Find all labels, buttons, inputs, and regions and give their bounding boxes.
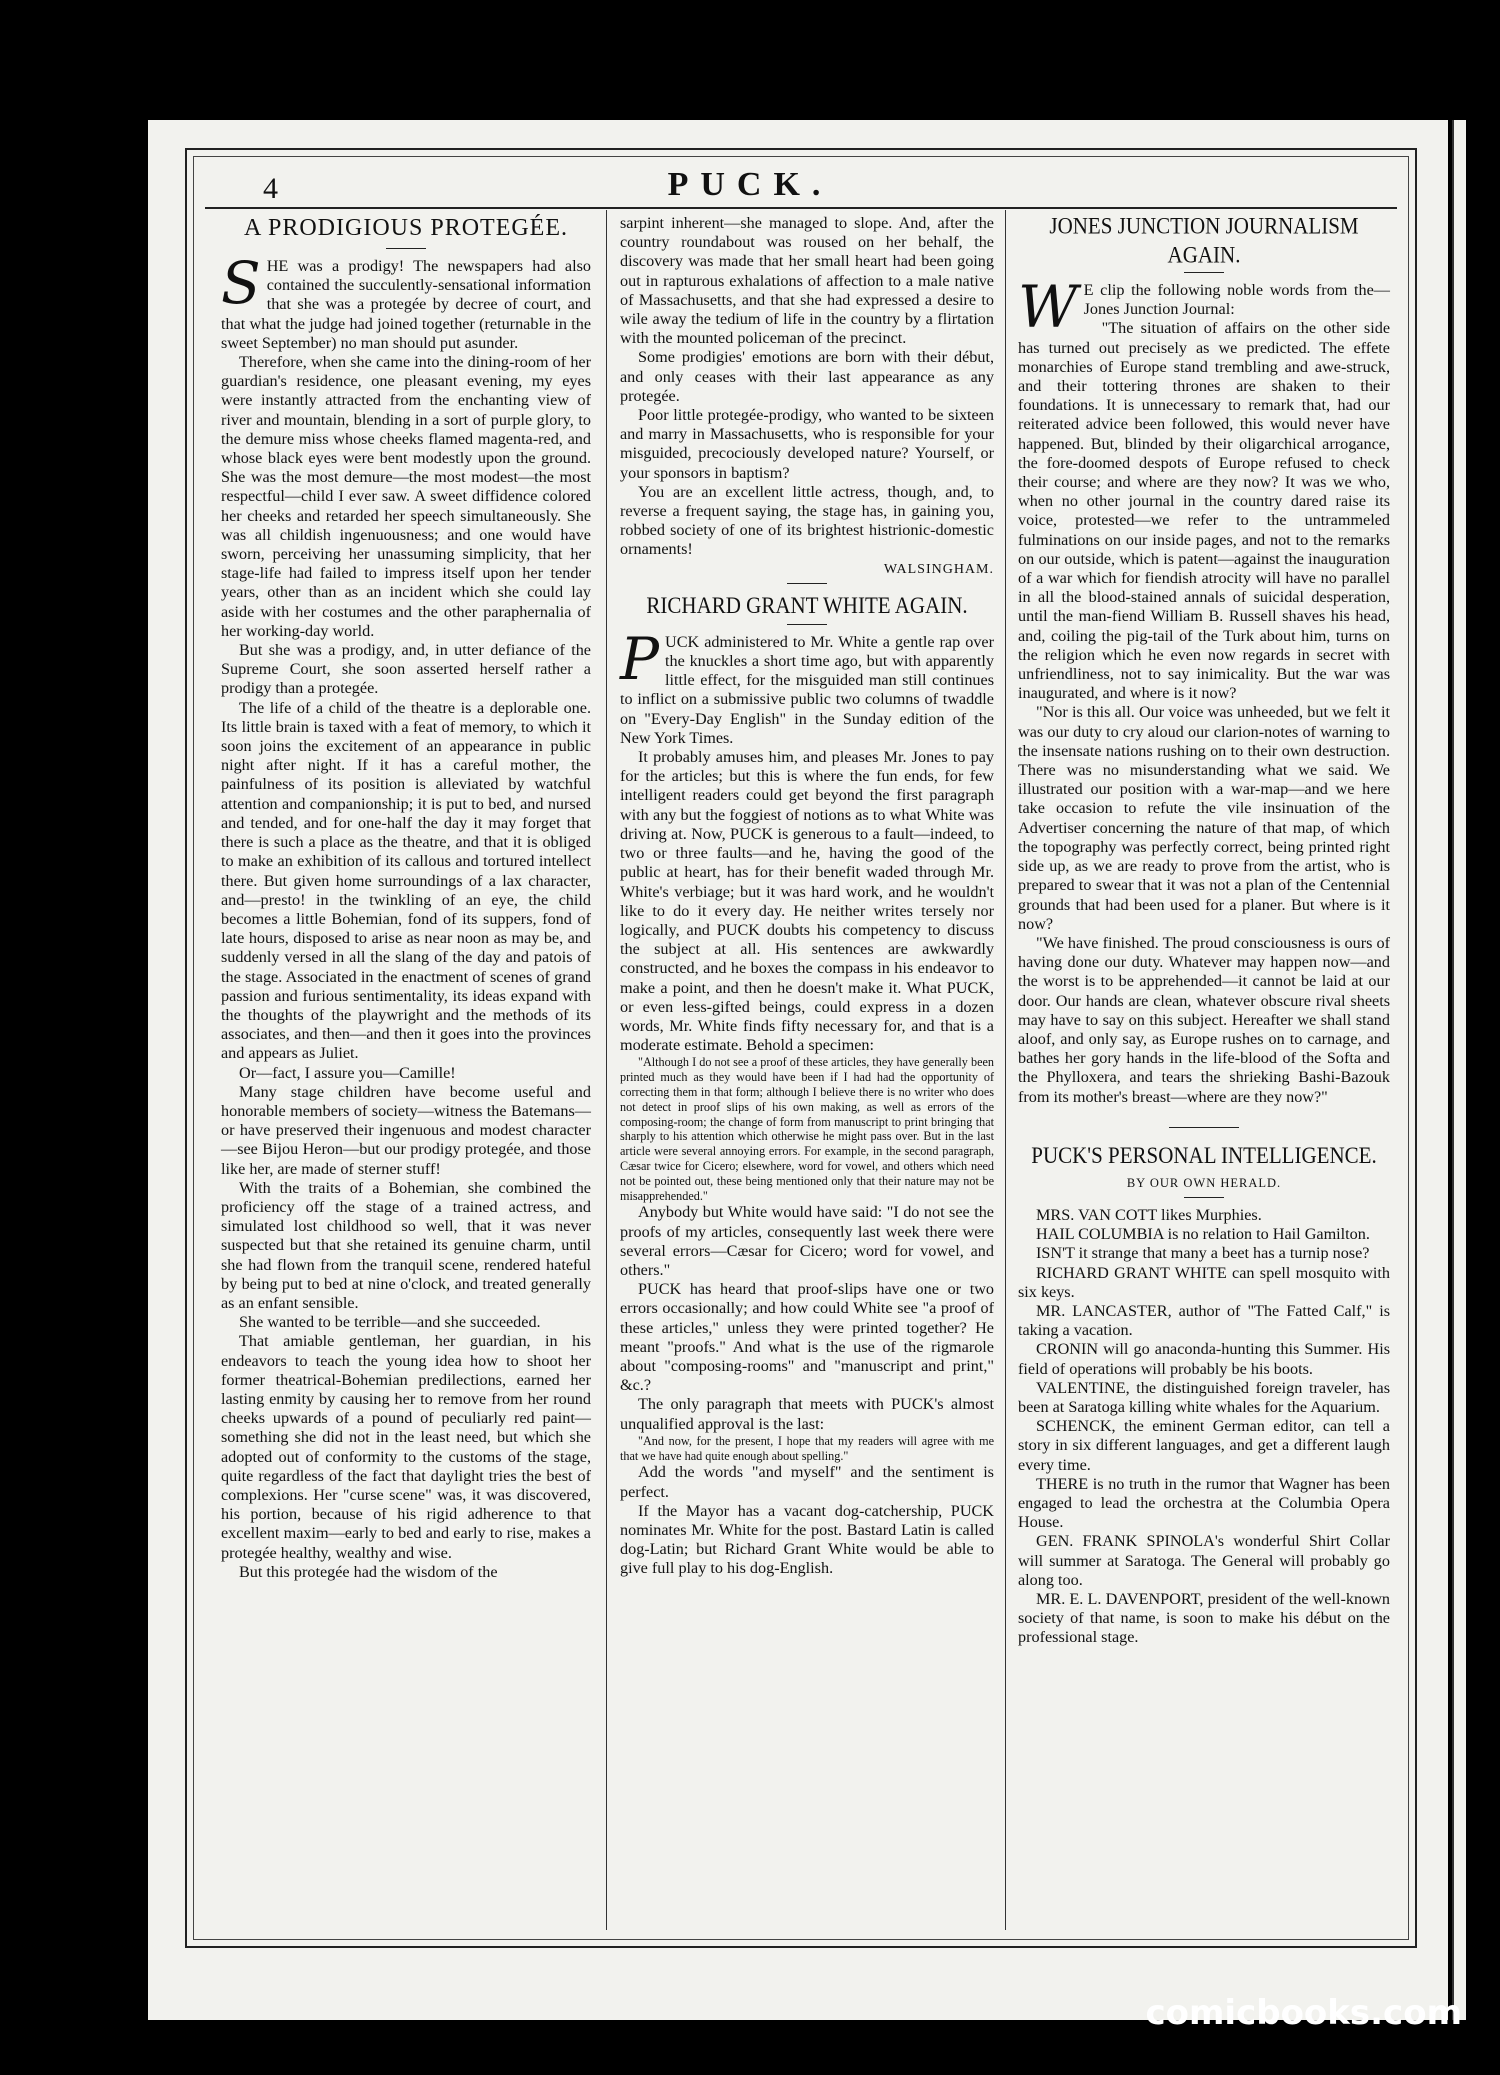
column-divider [606, 210, 607, 1930]
intelligence-item: MR. LANCASTER, author of "The Fatted Calf," is taking a vacation. [1018, 1301, 1390, 1340]
headline-personal-intelligence: PUCK'S PERSONAL INTELLIGENCE. [1031, 1141, 1377, 1169]
intelligence-item: THERE is no truth in the rumor that Wagner has been engaged to lead the orchestra at the Columbia Opera House. [1018, 1474, 1390, 1532]
article-paragraph: But this protegée had the wisdom of the [239, 1562, 498, 1581]
intelligence-item: GEN. FRANK SPINOLA's wonderful Shirt Collar will summer at Saratoga. The General will probably go along too. [1018, 1532, 1390, 1589]
article-paragraph: Some prodigies' emotions are born with their début, and only ceases with their last appearance as any protegée. [620, 348, 994, 405]
byline-dash [1184, 1197, 1224, 1198]
drop-cap: S [221, 249, 261, 317]
page-number: 4 [263, 172, 278, 205]
section-dash [1169, 1127, 1239, 1128]
intelligence-item: ISN'T it strange that many a beet has a turnip nose? [1036, 1244, 1370, 1263]
column-2 [620, 214, 994, 1579]
article-paragraph: That amiable gentleman, her guardian, in his endeavors to teach the young idea how to shoot her former theatrical-Bohemian predilections, earned her lasting enmity by causing her to remove from her round cheeks upwards of a pound of peculiarly red paint—something she did not in the least need, but which she adopted out of conformity to the customs of the stage, quite regardless of the fact that daylight tries the best of complexions. Her "curse scene" was, it was discovered, his portion, because of his rigid adherence to that excellent maxim—early to bed and early to rise, makes a protegée healthy, wealthy and wise. [221, 1332, 591, 1562]
article-paragraph: The life of a child of the theatre is a deplorable one. Its little brain is taxed with a feat of memory, to which it soon joins the excitement of an appearance in public night after night. If it has a careful mother, the painfulness of its position is alleviated by watchful attention and companionship; it is put to bed, and nursed and tended, and for one-half the day it may forget that there is such a place as the theatre, and that it is obliged to make an exhibition of its callous and tortured intellect there. But given home surroundings of a lax character, and—presto! in the twinkling of an eye, the child becomes a little Bohemian, fond of its suppers, fond of late hours, disposed to arise as near noon as may be, and suddenly versed in all the slang of the day and patois of the stage. Associated in the enactment of scenes of grand passion and furious sentimentality, its ideas expand with the thoughts of the playwright and the methods of its associates, and then—and then it goes into the provinces and appears as Juliet. [221, 698, 591, 1063]
section-dash [787, 583, 827, 584]
article-paragraph: Therefore, when she came into the dining-room of her guardian's residence, one pleasant evening, my eyes were instantly attracted from the enchanting view of river and mountain, blending in a sort of purple glory, to the demure miss whose cheeks flamed magenta-red, and whose black eyes were bent modestly upon the ground. She was the most demure—the most modest—the most respectful—child I ever saw. A sweet diffidence colored her cheeks and retarded her speech simultaneously. She was all childish ingenuousness; and one would have sworn, perceiving her unassuming simplicity, that her stage-life had failed to impress itself upon her tender years, other than as an incident which she could lay aside with her costumes and the other paraphernalia of her working-day world. [221, 353, 591, 640]
headline-dash [787, 624, 827, 625]
column-divider [1005, 210, 1006, 1930]
article-paragraph: Anybody but White would have said: "I do not see the proofs of my articles, consequently last week there were several errors—Cæsar for Cicero; word for vowel, and others." [620, 1203, 994, 1279]
intelligence-item: CRONIN will go anaconda-hunting this Summer. His field of operations will probably be his boots. [1018, 1340, 1390, 1378]
intelligence-item: VALENTINE, the distinguished foreign traveler, has been at Saratoga killing white whales for the Aquarium. [1018, 1378, 1390, 1416]
page-spine [1452, 120, 1466, 2020]
article-paragraph: With the traits of a Bohemian, she combined the proficiency off the stage of a trained actress, and simulated lost childhood so well, that it was never suspected but that she retained its genuine charm, until she had flown from the tranquil scene, rendered hateful by being put to bed at nine o'clock, and treated generally as an enfant sensible. [221, 1178, 591, 1312]
article-paragraph: "We have finished. The proud consciousness is ours of having done our duty. Whatever may happen now—and the worst is to be apprehended—it cannot be laid at our door. Our hands are clean, whatever obscure rival sheets may have to say on this subject. Hereafter we shall stand aloof, and only say, as Europe rushes on to carnage, and bathes her gory hands in the life-blood of the Softa and the Phylloxera, and tears the shrieking Bashi-Bazouk from its mother's breast—where are they now?" [1018, 933, 1390, 1106]
intelligence-item: HAIL COLUMBIA is no relation to Hail Gamilton. [1036, 1225, 1370, 1244]
headline-dash [386, 248, 426, 249]
headline-jones-junction: JONES JUNCTION JOURNALISM AGAIN. [1049, 212, 1359, 268]
masthead-title: PUCK. [667, 166, 833, 203]
drop-cap: P [620, 624, 660, 693]
article-paragraph: sarpint inherent—she managed to slope. And, after the country roundabout was roused on her behalf, the discovery was made that her small heart had been going out in rapturous exhalations of affection to a male native of Massachusetts, and that she had expressed a desire to wile away the tedium of life in the country by a flirtation with the mounted policeman of the precinct. [620, 214, 994, 348]
article-paragraph: She wanted to be terrible—and she succeeded. [239, 1313, 541, 1332]
headline-prodigious-protegee: A PRODIGIOUS PROTEGÉE. [243, 215, 568, 241]
headline-richard-grant-white: RICHARD GRANT WHITE AGAIN. [646, 591, 968, 619]
drop-cap: W [1018, 273, 1078, 341]
article-paragraph: It probably amuses him, and pleases Mr. Jones to pay for the articles; but this is where the fun ends, for few intelligent readers could get beyond the first paragraph with any but the foggiest of notions as to what White was driving at. Now, PUCK is generous to a fault—indeed, to two or three faults—and he, having the good of the public at heart, has for their benefit waded through Mr. White's verbiage; but it was hard work, and he wouldn't like to do it every day. He neither writes tersely nor logically, and PUCK doubts his competency to discuss the subject at all. His sentences are awkwardly constructed, and he boxes the compass in his endeavor to make a point, and then he doesn't make it. What PUCK, or even less-gifted beings, could express in a dozen words, Mr. White finds fifty necessary for, and that is a moderate estimate. Behold a specimen: [620, 748, 994, 1055]
article-paragraph: Poor little protegée-prodigy, who wanted to be sixteen and marry in Massachusetts, who is responsible for your misguided, precociously developed nature? Yourself, or your sponsors in baptism? [620, 406, 994, 482]
article-paragraph: E clip the following noble words from the—Jones Junction Journal: [1083, 281, 1390, 319]
watermark: comicbooks.com [1145, 1993, 1462, 2033]
quoted-specimen: "Although I do not see a proof of these articles, they have generally been printed much as they would have been if I had had the opportunity of correcting them in that form; although I believe there is no writer who does not detect in proof slips of his own making, as well as errors of the composing-room; the change of form from manuscript to print bringing that sharply to his attention which otherwise he might pass over. But in the last article were several annoying errors. For example, in the second paragraph, Cæsar twice for Cicero; elsewhere, word for vowel, and others which need not be pointed out, these being mentioned only that their nature may not be misapprehended." [620, 1055, 994, 1203]
article-paragraph: The only paragraph that meets with PUCK's almost unqualified approval is the last: [620, 1395, 994, 1433]
article-paragraph: Add the words "and myself" and the sentiment is perfect. [620, 1463, 994, 1501]
article-paragraph: But she was a prodigy, and, in utter defiance of the Supreme Court, she soon asserted herself rather a prodigy than a protegée. [221, 641, 591, 698]
headline-dash [1184, 272, 1224, 273]
article-paragraph: "Nor is this all. Our voice was unheeded, but we felt it was our duty to cry aloud our clarion-notes of warning to the insensate nations rushing on to their own destruction. There was no misunderstanding what we said. We illustrated our position with a war-map—and we here take occasion to refute the vile insinuation of the Advertiser concerning the nature of that map, of which the topography was perfectly correct, being printed right side up, as we are ready to prove from the artist, who is prepared to swear that it was not a plan of the Centennial grounds that had been used for a planer. But where is it now? [1018, 703, 1390, 933]
intelligence-item: MRS. VAN COTT likes Murphies. [1036, 1205, 1262, 1224]
intelligence-item: SCHENCK, the eminent German editor, can tell a story in six different languages, and get a different laugh every time. [1018, 1417, 1390, 1474]
byline: BY OUR OWN HERALD. [1126, 1175, 1282, 1190]
article-paragraph: Many stage children have become useful and honorable members of society—witness the Batemans—or have preserved their ingenuous and modest character—see Bijou Heron—but our prodigy protegée, and those like her, are made of sterner stuff! [221, 1082, 591, 1178]
author-signature: WALSINGHAM. [883, 561, 994, 577]
intelligence-item: RICHARD GRANT WHITE can spell mosquito with six keys. [1018, 1263, 1390, 1301]
article-paragraph: HE was a prodigy! The newspapers had also contained the succulently-sensational information that she was a protegée by decree of court, and that what the judge had joined together (returnable in the sweet September) no man should put asunder. [221, 257, 591, 352]
column-1 [221, 214, 591, 1582]
article-paragraph: UCK administered to Mr. White a gentle rap over the knuckles a short time ago, but with apparently little effect, for the misguided man still continues to inflict on a submissive public two columns of twaddle on "Every-Day English" in the Sunday edition of the New York Times. [620, 632, 994, 747]
intelligence-item: MR. E. L. DAVENPORT, president of the well-known society of that name, is soon to make his début on the professional stage. [1018, 1590, 1390, 1647]
article-paragraph: If the Mayor has a vacant dog-catchership, PUCK nominates Mr. White for the post. Bastard Latin is called dog-Latin; but Richard Grant White would be able to give full play to his dog-English. [620, 1501, 994, 1578]
article-paragraph: You are an excellent little actress, though, and, to reverse a frequent saying, the stage has, in gaining you, robbed society of one of its brightest histrionic-domestic ornaments! [620, 482, 994, 559]
article-paragraph: Or—fact, I assure you—Camille! [239, 1063, 456, 1082]
column-3 [1018, 214, 1390, 1648]
article-paragraph: "The situation of affairs on the other side has turned out precisely as we predicted. The effete monarchies of Europe stand trembling and awe-struck, and their tottering thrones are shaken to their foundations. It is unnecessary to remark that, had our reiterated advice been followed, this would never have happened. But, blinded by their oligarchical arrogance, the fore-doomed despots of Europe refused to check their course; and where are they now? It was we who, when no other journal in the country dared raise its voice, protested—we refer to the untrammeled fulminations on our inside pages, and not to the remarks on our outside, which is patent—against the inauguration of a war which for fiendish atrocity will have no parallel in all the blood-stained annals of suicidal desperation, until the man-fiend William B. Russell shaves his head, and, coiling the pig-tail of the Turk about him, turns on the religion which he even now regards in secret with unfriendliness, not to say inimicality. But the war was inaugurated, and where is it now? [1018, 319, 1390, 703]
masthead-rule [205, 207, 1397, 209]
article-paragraph: PUCK has heard that proof-slips have one or two errors occasionally; and how could White see "a proof of these articles," unless they were printed together? He meant "proofs." And what is the use of the rigmarole about "composing-rooms" and "manuscript and print," &c.? [620, 1280, 994, 1395]
quoted-specimen: "And now, for the present, I hope that my readers will agree with me that we have had quite enough about spelling." [620, 1433, 994, 1463]
